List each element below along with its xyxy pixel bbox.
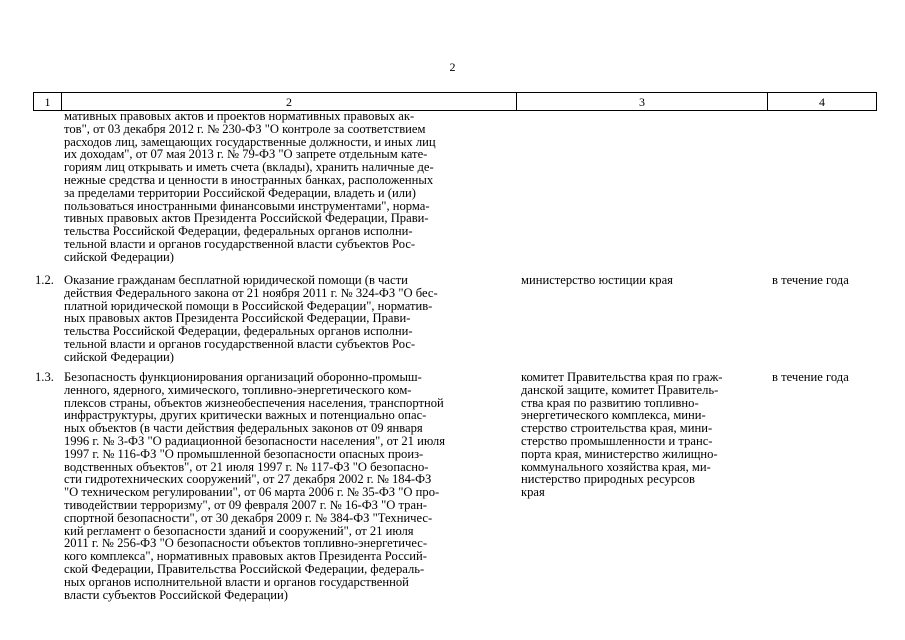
row-term: в течение года [772, 370, 849, 384]
text-line: действия Федерального закона от 21 ноября 2011 г. № 324-ФЗ "О бес- [64, 285, 438, 300]
text-line: гориям лиц открывать и иметь счета (вклады), хранить наличные де- [64, 160, 434, 175]
header-col-1: 1 [34, 93, 62, 111]
text-line: тельной власти и органов государственной власти субъектов Рос- [64, 236, 416, 251]
row-term: в течение года [772, 273, 849, 287]
header-col-2: 2 [62, 93, 517, 111]
text-line: их доходам", от 07 мая 2013 г. № 79-ФЗ "О запрете отдельным кате- [64, 147, 428, 162]
text-line: "О техническом регулировании", от 06 марта 2006 г. № 35-ФЗ "О про- [64, 485, 440, 500]
text-line: 1997 г. № 116-ФЗ "О промышленной безопасности опасных произ- [64, 446, 424, 461]
text-line: кий регламент о безопасности зданий и сооружений", от 21 июля [64, 523, 414, 538]
text-line: за пределами территории Российской Федерации, владеть и (или) [64, 185, 416, 200]
header-col-4: 4 [768, 93, 877, 111]
executor-line: комитет Правительства края по граж- [521, 370, 723, 384]
text-line: спортной безопасности", от 30 декабря 2009 г. № 384-ФЗ "Техничес- [64, 510, 433, 525]
text-line: ных объектов (в части действия федеральных законов от 09 января [64, 421, 423, 436]
text-line: инфраструктуры, других критически важных и потенциально опас- [64, 408, 427, 423]
row-number: 1.3. [35, 370, 54, 384]
row-description [64, 274, 510, 364]
executor-line: энергетического комплекса, мини- [521, 408, 706, 423]
text-line: ных органов исполнительной власти и органов государственной [64, 574, 409, 589]
text-line: кого комплекса", нормативных правовых актов Президента Россий- [64, 549, 427, 564]
text-line: тивных правовых актов Президента Российской Федерации, Прави- [64, 211, 429, 226]
text-line: мативных правовых актов и проектов нормативных правовых ак- [64, 109, 415, 123]
text-line: Оказание гражданам бесплатной юридической помощи (в части [64, 273, 408, 287]
header-col-3: 3 [517, 93, 768, 111]
text-line: плексов страны, объектов жизнеобеспечения населения, транспортной [64, 395, 444, 410]
executor-line: стерство промышленности и транс- [521, 433, 713, 448]
executor-line: порта края, министерство жилищно- [521, 446, 718, 461]
table-header-row [34, 93, 877, 111]
text-line: тельной власти и органов государственной власти субъектов Рос- [64, 336, 416, 351]
row-executor [521, 371, 763, 499]
text-line: ской Федерации, Правительства Российской Федерации, федераль- [64, 561, 425, 576]
page-number: 2 [449, 60, 456, 74]
text-line: сти гидротехнических сооружений", от 27 декабря 2002 г. № 184-ФЗ [64, 472, 432, 487]
text-line: 1996 г. № 3-ФЗ "О радиационной безопасности населения", от 21 июля [64, 433, 446, 448]
text-line: нежные средства и ценности в иностранных банках, расположенных [64, 172, 434, 187]
text-line: расходов лиц, замещающих государственные должности, и иных лиц [64, 134, 436, 149]
executor-line: коммунального хозяйства края, ми- [521, 459, 711, 474]
text-line: ленного, ядерного, химического, топливно-энергетического ком- [64, 382, 412, 397]
text-line: ных правовых актов Президента Российской Федерации, Прави- [64, 311, 411, 326]
executor-line: данской защите, комитет Правитель- [521, 382, 719, 397]
row-description [64, 110, 510, 264]
executor-line: нистерство природных ресурсов [521, 472, 695, 487]
text-line: сийской Федерации) [64, 349, 174, 364]
text-line: тов", от 03 декабря 2012 г. № 230-ФЗ "О контроле за соответствием [64, 121, 426, 136]
text-line: власти субъектов Российской Федерации) [64, 587, 288, 602]
executor-line: ства края по развитию топливно- [521, 395, 699, 410]
row-executor [521, 274, 763, 287]
text-line: тиводействии терроризму", от 09 февраля 2007 г. № 16-ФЗ "О тран- [64, 497, 428, 512]
executor-line: края [521, 485, 545, 500]
executor-line: стерство строительства края, мини- [521, 421, 713, 436]
text-line: Безопасность функционирования организаций оборонно-промыш- [64, 370, 422, 384]
row-description [64, 371, 510, 601]
text-line: сийской Федерации) [64, 249, 174, 264]
text-line: 2011 г. № 256-ФЗ "О безопасности объектов топливно-энергетичес- [64, 536, 428, 551]
text-line: водственных объектов", от 21 июля 1997 г. № 117-ФЗ "О безопасно- [64, 459, 429, 474]
executor-line: министерство юстиции края [521, 273, 673, 287]
text-line: пользоваться иностранными финансовыми инструментами", норма- [64, 198, 430, 213]
row-number: 1.2. [35, 273, 54, 287]
text-line: тельства Российской Федерации, федеральных органов исполни- [64, 324, 413, 339]
text-line: платной юридической помощи в Российской Федерации", норматив- [64, 298, 433, 313]
text-line: тельства Российской Федерации, федеральных органов исполни- [64, 224, 413, 239]
